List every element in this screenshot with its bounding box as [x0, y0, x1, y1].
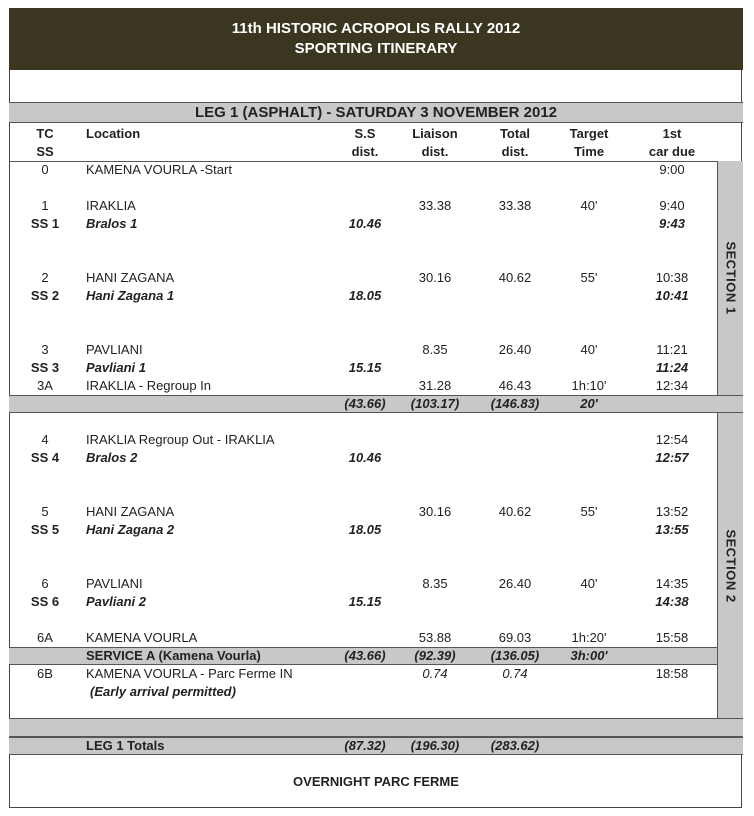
s1-liaison-total: (103.17) [410, 396, 460, 411]
row-4-target: 55' [580, 270, 598, 285]
row-4-tc: 2 [41, 270, 49, 285]
itinerary-subtitle: SPORTING ITINERARY [294, 40, 458, 57]
row-13-total: 26.40 [498, 576, 532, 591]
row-14-ss: 15.15 [348, 594, 382, 609]
leg-title: LEG 1 (ASPHALT) - SATURDAY 3 NOVEMBER 2012 [9, 102, 743, 123]
col-total-header-2: dist. [501, 144, 529, 159]
row-16-due: 18:58 [655, 666, 689, 681]
section-2-marker [717, 413, 743, 718]
row-12-ss: 18.05 [348, 522, 382, 537]
note-early-arrival: (Early arrival permitted) [90, 684, 236, 699]
row-3-ss: 10.46 [348, 216, 382, 231]
row-2-due: 9:40 [659, 198, 685, 213]
row-16-total: 0.74 [502, 666, 528, 681]
row-6-liaison: 8.35 [422, 342, 448, 357]
row-4-liaison: 30.16 [418, 270, 452, 285]
row-6-tc: 3 [41, 342, 49, 357]
row-13-target: 40' [580, 576, 598, 591]
row-11-tc: 5 [41, 504, 49, 519]
row-10-ss: 10.46 [348, 450, 382, 465]
service-total: (136.05) [490, 648, 540, 663]
row-3-tc: SS 1 [30, 216, 60, 231]
row-8-liaison: 31.28 [418, 378, 452, 393]
blank-band [9, 718, 743, 737]
row-5-tc: SS 2 [30, 288, 60, 303]
row-8-total: 46.43 [498, 378, 532, 393]
leg-total-total: (283.62) [490, 738, 540, 753]
service-ss: (43.66) [344, 648, 386, 663]
row-11-target: 55' [580, 504, 598, 519]
row-15-loc: KAMENA VOURLA [86, 630, 198, 645]
col-liaison-header-2: dist. [421, 144, 449, 159]
row-4-due: 10:38 [655, 270, 689, 285]
row-8-tc: 3A [37, 378, 53, 393]
service-liaison: (92.39) [414, 648, 456, 663]
row-4-total: 40.62 [498, 270, 532, 285]
row-12-due: 13:55 [655, 522, 689, 537]
row-6-loc: PAVLIANI [86, 342, 143, 357]
row-16-tc: 6B [37, 666, 53, 681]
row-2-total: 33.38 [498, 198, 532, 213]
row-3-loc: Bralos 1 [86, 216, 138, 231]
row-1-tc: 0 [41, 162, 49, 177]
section-2-label: SECTION 2 [723, 528, 738, 603]
row-4-loc: HANI ZAGANA [86, 270, 175, 285]
row-14-loc: Pavliani 2 [86, 594, 146, 609]
service-label: SERVICE A (Kamena Vourla) [86, 648, 261, 663]
col-target-header: Target [569, 126, 609, 141]
row-7-ss: 15.15 [348, 360, 382, 375]
row-16-loc: KAMENA VOURLA - Parc Ferme IN [86, 666, 293, 681]
row-7-due: 11:24 [655, 360, 689, 375]
row-10-tc: SS 4 [30, 450, 60, 465]
row-15-total: 69.03 [498, 630, 532, 645]
row-14-tc: SS 6 [30, 594, 60, 609]
row-8-target: 1h:10' [571, 378, 607, 393]
row-7-tc: SS 3 [30, 360, 60, 375]
row-15-tc: 6A [37, 630, 53, 645]
row-13-loc: PAVLIANI [86, 576, 143, 591]
row-15-target: 1h:20' [571, 630, 607, 645]
row-8-due: 12:34 [655, 378, 689, 393]
s1-ss-total: (43.66) [344, 396, 386, 411]
row-2-tc: 1 [41, 198, 49, 213]
row-6-due: 11:21 [656, 342, 688, 357]
row-12-loc: Hani Zagana 2 [86, 522, 175, 537]
row-9-loc: IRAKLIA Regroup Out - IRAKLIA [86, 432, 275, 447]
col-ssdist-header: S.S [354, 126, 376, 141]
leg-ss-total: (87.32) [344, 738, 386, 753]
row-2-target: 40' [580, 198, 598, 213]
s1-target-total: 20' [580, 396, 598, 411]
row-5-due: 10:41 [655, 288, 689, 303]
section-1-label: SECTION 1 [723, 241, 738, 315]
row-10-due: 12:57 [655, 450, 689, 465]
row-13-due: 14:35 [655, 576, 689, 591]
row-3-due: 9:43 [658, 216, 686, 231]
leg-liaison-total: (196.30) [410, 738, 460, 753]
row-2-liaison: 33.38 [418, 198, 452, 213]
overnight-parc-ferme: OVERNIGHT PARC FERME [293, 774, 459, 789]
row-14-due: 14:38 [655, 594, 689, 609]
row-1-due: 9:00 [659, 162, 685, 177]
rally-title: 11th HISTORIC ACROPOLIS RALLY 2012 [231, 20, 521, 37]
row-6-total: 26.40 [498, 342, 532, 357]
row-9-tc: 4 [41, 432, 49, 447]
row-2-loc: IRAKLIA [86, 198, 136, 213]
row-1-loc: KAMENA VOURLA -Start [86, 162, 232, 177]
col-liaison-header: Liaison [412, 126, 458, 141]
row-15-due: 15:58 [655, 630, 689, 645]
row-8-loc: IRAKLIA - Regroup In [86, 378, 212, 393]
row-5-loc: Hani Zagana 1 [86, 288, 175, 303]
row-11-due: 13:52 [655, 504, 689, 519]
row-16-liaison: 0.74 [422, 666, 448, 681]
itinerary-header [9, 8, 743, 70]
section-1-marker [717, 161, 743, 395]
col-tc-header: TC [36, 126, 54, 141]
col-ssdist-header-2: dist. [351, 144, 379, 159]
row-6-target: 40' [580, 342, 598, 357]
row-15-liaison: 53.88 [418, 630, 452, 645]
row-5-ss: 18.05 [348, 288, 382, 303]
s1-total-total: (146.83) [490, 396, 540, 411]
row-11-liaison: 30.16 [418, 504, 452, 519]
col-target-header-2: Time [573, 144, 605, 159]
row-7-loc: Pavliani 1 [86, 360, 146, 375]
leg-totals-label: LEG 1 Totals [86, 738, 165, 753]
row-11-loc: HANI ZAGANA [86, 504, 175, 519]
row-12-tc: SS 5 [30, 522, 60, 537]
row-11-total: 40.62 [498, 504, 532, 519]
row-13-liaison: 8.35 [422, 576, 448, 591]
col-due-header: 1st [662, 126, 682, 141]
row-9-due: 12:54 [655, 432, 689, 447]
col-ss-header: SS [36, 144, 54, 159]
service-target: 3h:00' [570, 648, 608, 663]
row-10-loc: Bralos 2 [86, 450, 138, 465]
col-total-header: Total [499, 126, 531, 141]
row-13-tc: 6 [41, 576, 49, 591]
col-due-header-2: car due [648, 144, 696, 159]
col-location-header: Location [86, 126, 141, 141]
